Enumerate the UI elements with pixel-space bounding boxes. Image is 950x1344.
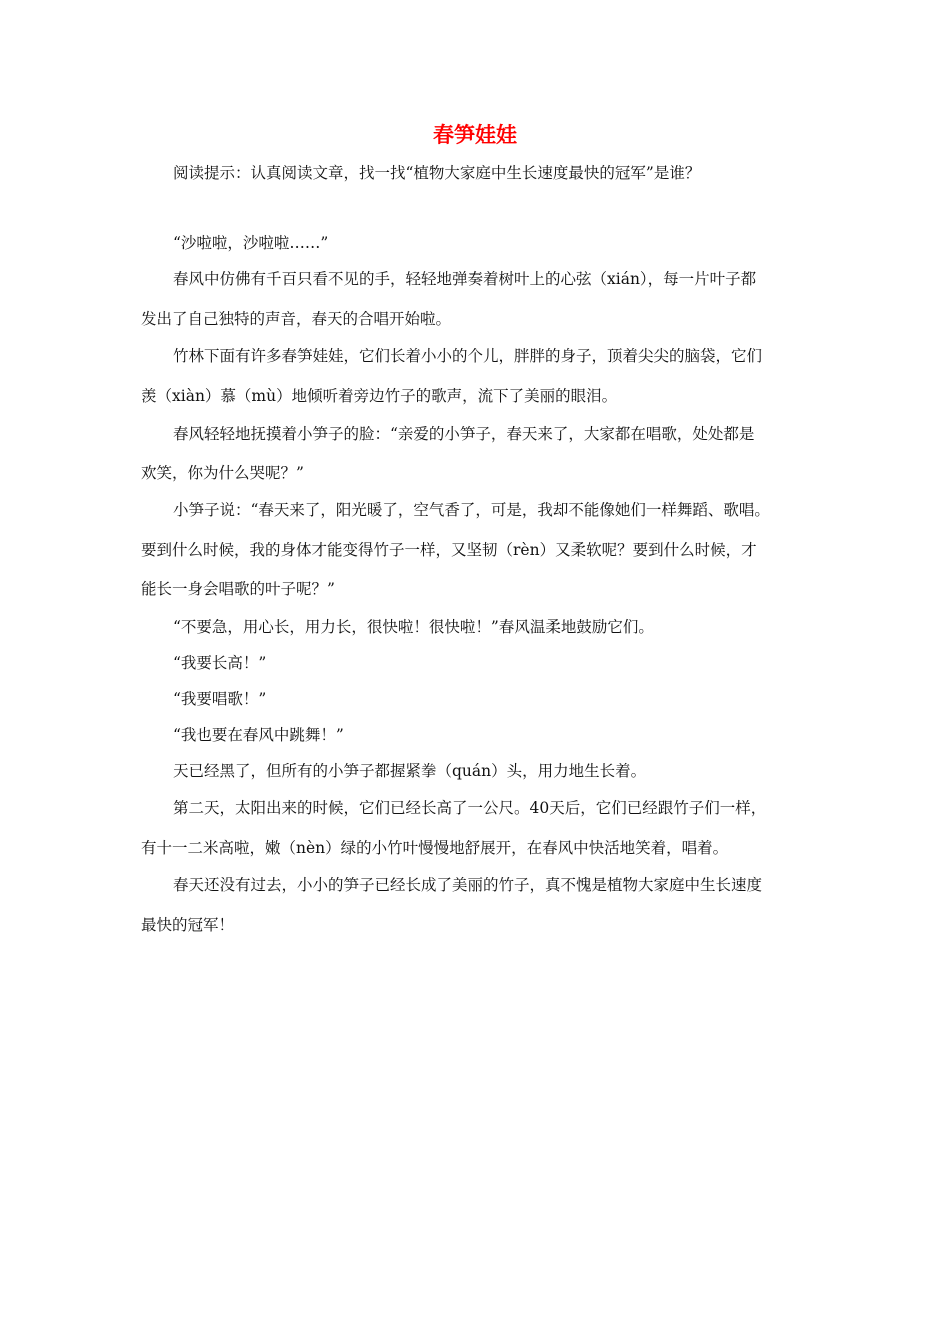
paragraph-line: “我要长高！” — [173, 654, 267, 672]
paragraph-line: “沙啦啦，沙啦啦……” — [173, 234, 329, 252]
paragraph-line: 最快的冠军！ — [141, 916, 235, 934]
paragraph-line: 竹林下面有许多春笋娃娃，它们长着小小的个儿，胖胖的身子，顶着尖尖的脑袋，它们 — [173, 347, 763, 365]
article-title: 春笋娃娃 — [433, 123, 517, 147]
paragraph-line: 有十一二米高啦，嫩（nèn）绿的小竹叶慢慢地舒展开，在春风中快活地笑着，唱着。 — [141, 839, 729, 857]
reading-tip: 阅读提示：认真阅读文章，找一找“植物大家庭中生长速度最快的冠军”是谁？ — [173, 164, 701, 182]
paragraph-line: 要到什么时候，我的身体才能变得竹子一样，又坚韧（rèn）又柔软呢？要到什么时候，才 — [141, 541, 757, 559]
paragraph-line: 第二天，太阳出来的时候，它们已经长高了一公尺。40天后，它们已经跟竹子们一样， — [173, 799, 767, 817]
paragraph-line: “我要唱歌！” — [173, 690, 267, 708]
paragraph-line: 春天还没有过去，小小的笋子已经长成了美丽的竹子，真不愧是植物大家庭中生长速度 — [173, 876, 763, 894]
paragraph-line: 春风轻轻地抚摸着小笋子的脸：“亲爱的小笋子，春天来了，大家都在唱歌，处处都是 — [173, 425, 755, 443]
paragraph-line: 春风中仿佛有千百只看不见的手，轻轻地弹奏着树叶上的心弦（xián），每一片叶子都 — [173, 270, 757, 288]
paragraph-line: 欢笑，你为什么哭呢？” — [141, 464, 304, 482]
paragraph-line: 羡（xiàn）慕（mù）地倾听着旁边竹子的歌声，流下了美丽的眼泪。 — [141, 387, 618, 405]
paragraph-line: “我也要在春风中跳舞！” — [173, 726, 344, 744]
paragraph-line: 天已经黑了，但所有的小笋子都握紧拳（quán）头，用力地生长着。 — [173, 762, 647, 780]
paragraph-line: 能长一身会唱歌的叶子呢？” — [141, 580, 335, 598]
paragraph-line: “不要急，用心长，用力长，很快啦！很快啦！”春风温柔地鼓励它们。 — [173, 618, 654, 636]
paragraph-line: 小笋子说：“春天来了，阳光暖了，空气香了，可是，我却不能像她们一样舞蹈、歌唱。 — [173, 501, 770, 519]
paragraph-line: 发出了自己独特的声音，春天的合唱开始啦。 — [141, 310, 452, 328]
